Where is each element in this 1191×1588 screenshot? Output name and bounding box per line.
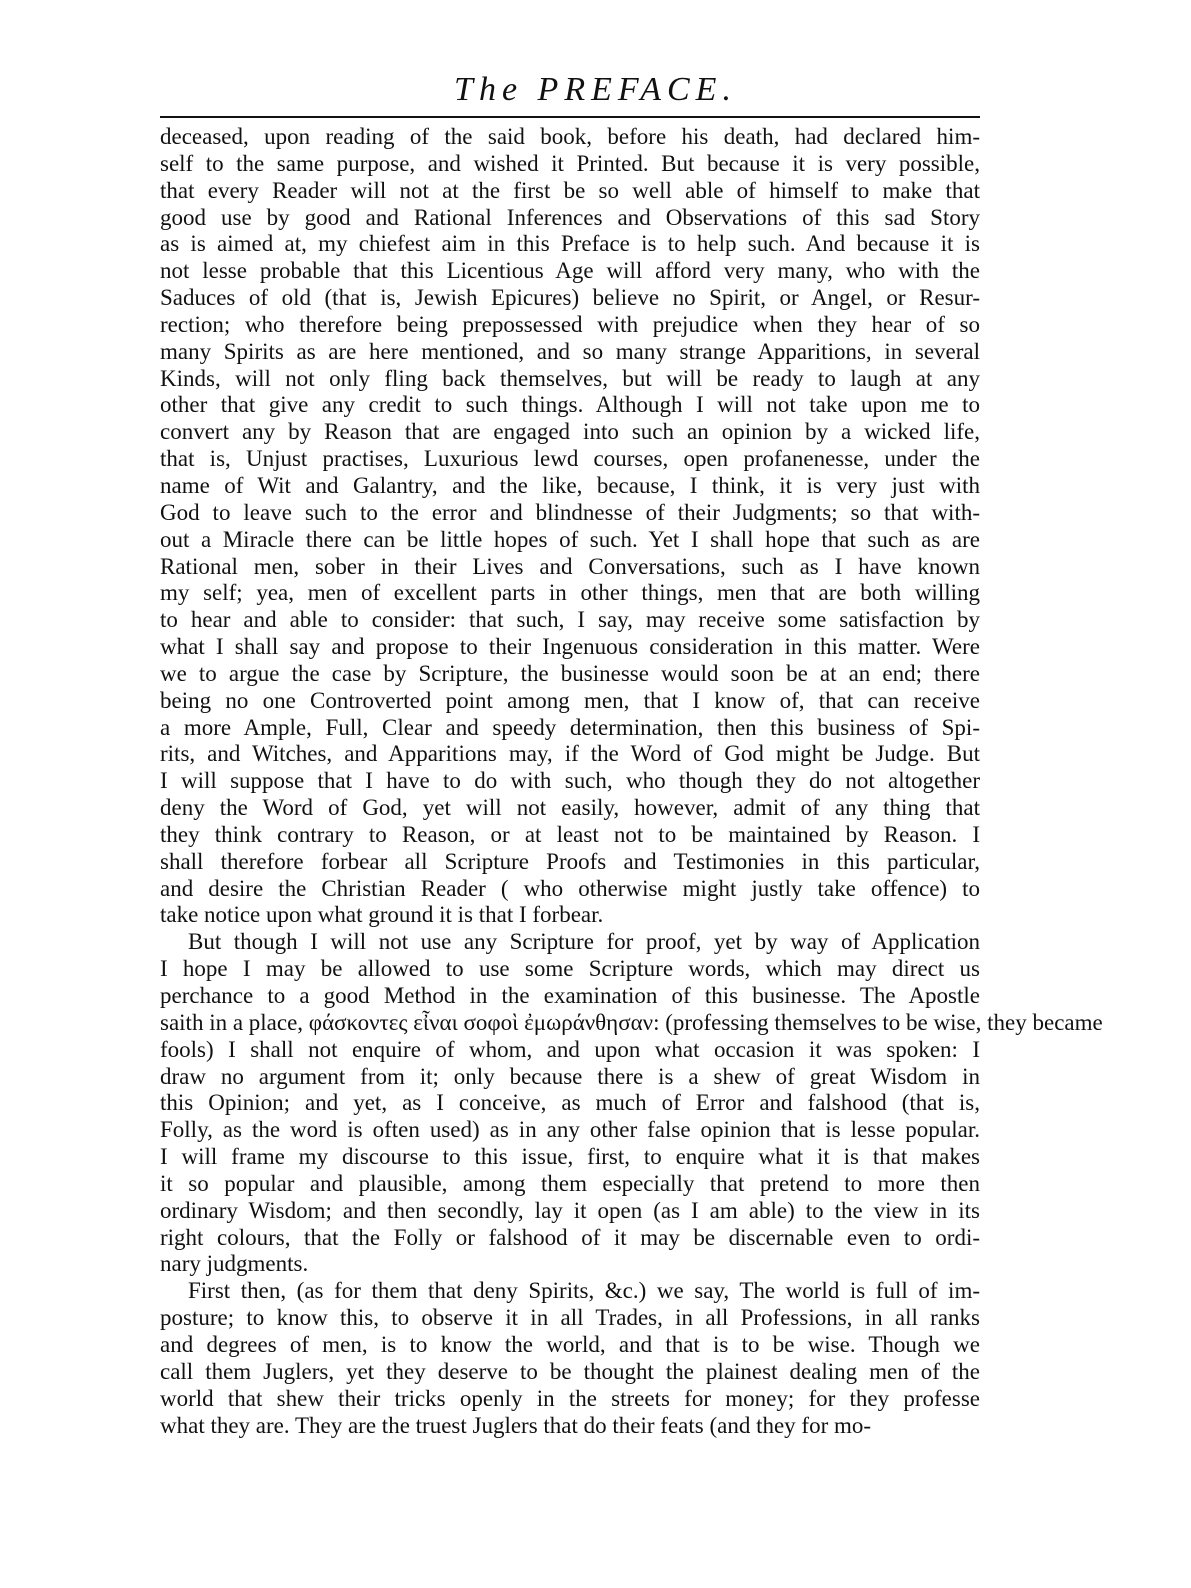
text-line: nary judgments. xyxy=(160,1251,309,1277)
text-line: deny the Word of God, yet will not easily, however, admit of any thing that xyxy=(160,795,980,821)
text-line: Kinds, will not only fling back themselves, but will be ready to laugh at any xyxy=(160,365,980,391)
text-line: what they are. They are the truest Juglers that do their feats (and they for mo- xyxy=(160,1412,872,1438)
running-head: The PREFACE. xyxy=(454,71,737,108)
text-line: it so popular and plausible, among them especially that pretend to more then xyxy=(160,1170,980,1196)
text-line: First then, (as for them that deny Spirits, &c.) we say, The world is full of im- xyxy=(188,1278,980,1304)
text-line: name of Wit and Galantry, and the like, because, I think, it is very just with xyxy=(160,472,980,498)
text-line: deceased, upon reading of the said book, before his death, had declared him- xyxy=(160,124,980,149)
text-line: this Opinion; and yet, as I conceive, as much of Error and falshood (that is, xyxy=(160,1090,980,1116)
text-line: posture; to know this, to observe it in all Trades, in all Professions, in all ranks xyxy=(160,1305,980,1331)
text-line: convert any by Reason that are engaged into such an opinion by a wicked life, xyxy=(160,419,980,445)
text-line: that is, Unjust practises, Luxurious lewd courses, open profanenesse, under the xyxy=(160,446,980,472)
text-line: Folly, as the word is often used) as in any other false opinion that is lesse popular. xyxy=(160,1117,980,1143)
text-line: they think contrary to Reason, or at least not to be maintained by Reason. I xyxy=(160,821,980,847)
text-line: take notice upon what ground it is that I forbear. xyxy=(160,902,604,928)
text-line: being no one Controverted point among men, that I know of, that can receive xyxy=(160,687,980,713)
text-line: call them Juglers, yet they deserve to be thought the plainest dealing men of the xyxy=(160,1358,980,1384)
text-line: Rational men, sober in their Lives and Conversations, such as I have known xyxy=(160,553,980,579)
text-line: my self; yea, men of excellent parts in other things, men that are both willing xyxy=(160,580,980,606)
text-line: world that shew their tricks openly in the streets for money; for they professe xyxy=(160,1385,980,1411)
text-line: But though I will not use any Scripture for proof, yet by way of Application xyxy=(188,929,980,955)
text-line: self to the same purpose, and wished it Printed. But because it is very possible, xyxy=(160,150,980,176)
text-line: shall therefore forbear all Scripture Proofs and Testimonies in this particular, xyxy=(160,848,980,874)
text-line: what I shall say and propose to their Ingenuous consideration in this matter. Were xyxy=(160,634,980,660)
text-line: and degrees of men, is to know the world, and that is to be wise. Though we xyxy=(160,1331,980,1357)
text-line: Saduces of old (that is, Jewish Epicures) believe no Spirit, or Angel, or Resur- xyxy=(160,285,980,311)
text-line: we to argue the case by Scripture, the businesse would soon be at an end; there xyxy=(160,660,980,686)
text-line: as is aimed at, my chiefest aim in this Preface is to help such. And because it is xyxy=(160,231,980,257)
text-line: I will frame my discourse to this issue, first, to enquire what it is that makes xyxy=(160,1144,980,1170)
text-line: to hear and able to consider: that such, I say, may receive some satisfaction by xyxy=(160,607,980,633)
body-text xyxy=(160,124,1103,1439)
text-line: right colours, that the Folly or falshood of it may be discernable even to ordi- xyxy=(160,1224,980,1250)
text-line: perchance to a good Method in the examination of this businesse. The Apostle xyxy=(160,983,980,1008)
text-line: ordinary Wisdom; and then secondly, lay it open (as I am able) to the view in its xyxy=(160,1197,980,1223)
text-line: I will suppose that I have to do with such, who though they do not altogether xyxy=(160,768,980,794)
text-line: fools) I shall not enquire of whom, and upon what occasion it was spoken: I xyxy=(160,1036,980,1062)
text-line: God to leave such to the error and blindnesse of their Judgments; so that with- xyxy=(160,499,980,525)
header-rule xyxy=(160,116,980,118)
text-line: and desire the Christian Reader ( who otherwise might justly take offence) to xyxy=(160,875,980,901)
text-line: draw no argument from it; only because there is a shew of great Wisdom in xyxy=(160,1063,980,1089)
text-line: rection; who therefore being prepossessed with prejudice when they hear of so xyxy=(160,311,980,337)
text-line: out a Miracle there can be little hopes of such. Yet I shall hope that such as are xyxy=(160,526,980,552)
text-line: good use by good and Rational Inferences and Observations of this sad Story xyxy=(160,204,980,230)
text-line: I hope I may be allowed to use some Scripture words, which may direct us xyxy=(160,956,980,982)
text-line: rits, and Witches, and Apparitions may, if the Word of God might be Judge. But xyxy=(160,741,980,767)
text-line: a more Ample, Full, Clear and speedy determination, then this business of Spi- xyxy=(160,714,980,740)
text-line: other that give any credit to such things. Although I will not take upon me to xyxy=(160,392,980,418)
text-line: saith in a place, φάσκοντες εἶναι σοφοὶ ἐμωράνθησαν: (professing themselves to be wise, they became xyxy=(160,1009,1103,1035)
text-line: not lesse probable that this Licentious Age will afford very many, who with the xyxy=(160,258,980,284)
text-line: that every Reader will not at the first be so well able of himself to make that xyxy=(160,177,980,203)
text-line: many Spirits as are here mentioned, and so many strange Apparitions, in several xyxy=(160,338,980,364)
